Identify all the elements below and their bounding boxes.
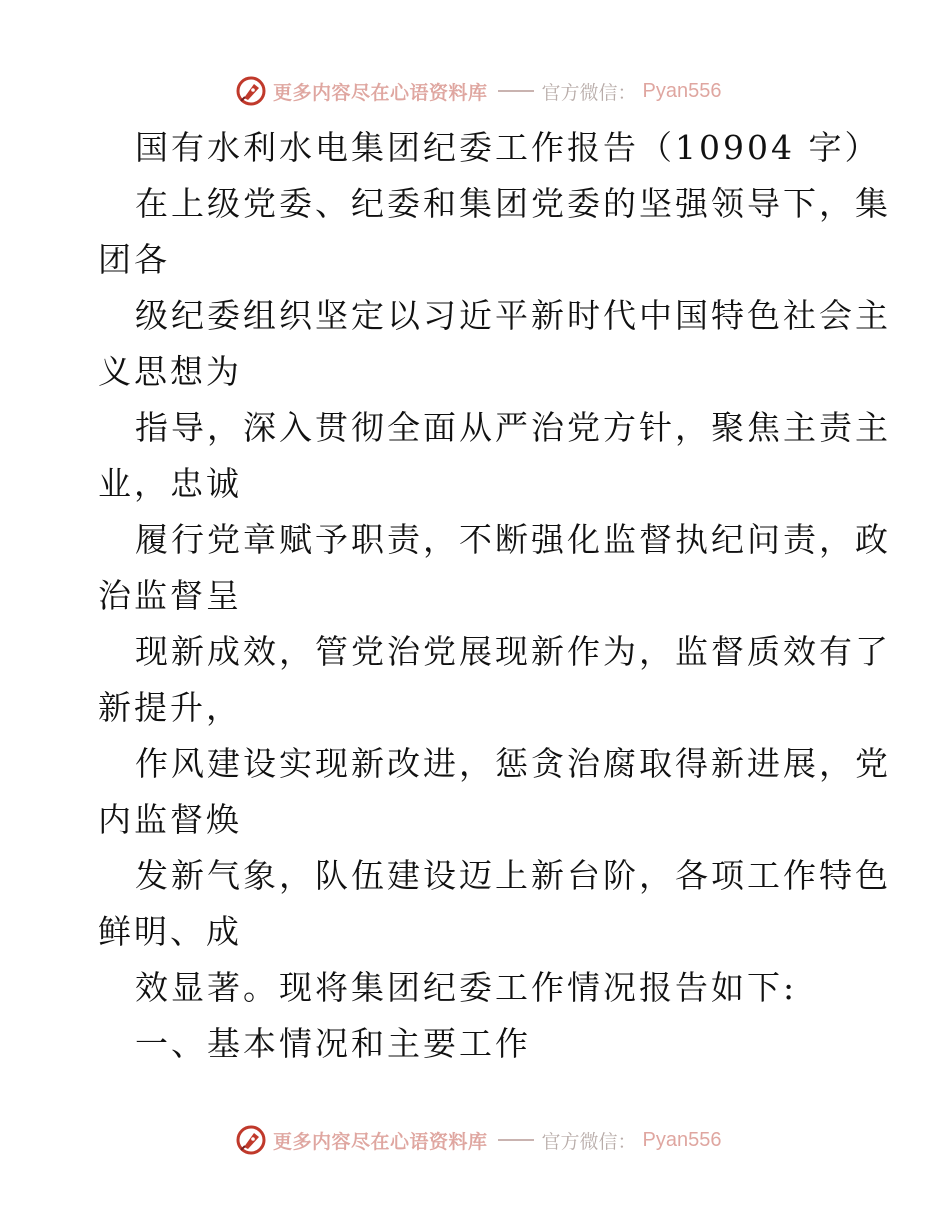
document-body — [98, 120, 891, 1072]
pen-nib-logo-icon — [235, 1124, 267, 1156]
paragraph-line: 内监督焕 — [98, 800, 242, 839]
paragraph-line: 业，忠诚 — [98, 464, 242, 503]
paragraph-line: 发新气象，队伍建设迈上新台阶，各项工作特色 — [135, 856, 891, 895]
paragraph-line: 鲜明、成 — [98, 912, 242, 951]
paragraph-line: 现新成效，管党治党展现新作为，监督质效有了 — [135, 632, 891, 671]
paragraph-line: 在上级党委、纪委和集团党委的坚强领导下，集 — [135, 184, 891, 223]
paragraph-line: 效显著。现将集团纪委工作情况报告如下: — [135, 968, 798, 1007]
paragraph-line: 级纪委组织坚定以习近平新时代中国特色社会主 — [135, 296, 891, 335]
paragraph-line: 义思想为 — [98, 352, 242, 391]
banner-divider — [498, 1139, 534, 1141]
banner-divider — [498, 90, 534, 92]
banner-wechat-label: 官方微信： — [541, 1130, 637, 1153]
pen-nib-logo-icon — [235, 75, 267, 107]
section-heading: 一、基本情况和主要工作 — [135, 1024, 531, 1063]
paragraph-line: 作风建设实现新改进，惩贪治腐取得新进展，党 — [135, 744, 891, 783]
banner-wechat-id: Pyan556 — [642, 1128, 722, 1151]
banner-wechat-id: Pyan556 — [642, 79, 722, 102]
document-title: 国有水利水电集团纪委工作报告（10904 字） — [135, 128, 881, 167]
header-banner — [235, 73, 722, 109]
paragraph-line: 治监督呈 — [98, 576, 242, 615]
footer-banner — [235, 1122, 722, 1158]
banner-slogan: 更多内容尽在心语资料库 — [273, 1130, 488, 1153]
paragraph-line: 新提升， — [98, 688, 242, 727]
paragraph-line: 团各 — [98, 240, 170, 279]
banner-wechat-label: 官方微信： — [541, 81, 637, 104]
paragraph-line: 指导，深入贯彻全面从严治党方针，聚焦主责主 — [135, 408, 891, 447]
paragraph-line: 履行党章赋予职责，不断强化监督执纪问责，政 — [135, 520, 891, 559]
banner-slogan: 更多内容尽在心语资料库 — [273, 81, 488, 104]
